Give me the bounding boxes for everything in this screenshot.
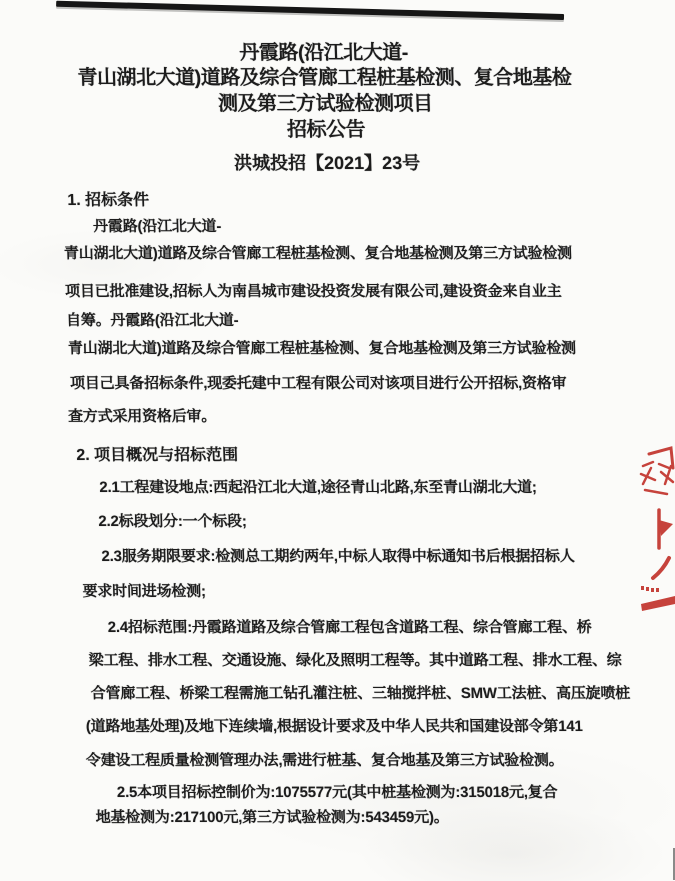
body-line: 2.5本项目招标控制价为:1075577元(其中桩基检测为:315018元,复合 <box>116 784 558 801</box>
body-line: 丹霞路(沿江北大道- <box>92 218 222 235</box>
document-number: 洪城投招【2021】23号 <box>233 153 421 173</box>
body-line: 合管廊工程、桥梁工程需施工钻孔灌注桩、三轴搅拌桩、SMW工法桩、高压旋喷桩 <box>90 685 631 702</box>
body-line: 自筹。丹霞路(沿江北大道- <box>65 312 239 329</box>
document-title-line-2: 青山湖北大道)道路及综合管廊工程桩基检测、复合地基检 <box>77 67 572 89</box>
section-2-heading: 2. 项目概况与招标范围 <box>76 447 239 464</box>
body-line: 青山湖北大道)道路及综合管廊工程桩基检测、复合地基检测及第三方试验检测 <box>67 340 577 357</box>
body-line: 项目己具备招标条件,现委托建中工程有限公司对该项目进行公开招标,资格审 <box>69 375 567 392</box>
section-1-heading: 1. 招标条件 <box>67 192 150 209</box>
body-line: (道路地基处理)及地下连续墙,根据设计要求及中华人民共和国建设部令第141 <box>85 718 583 735</box>
document-title-line-1: 丹霞路(沿江北大道- <box>239 42 409 64</box>
body-line: 令建设工程质量检测管理办法,需进行桩基、复合地基及第三方试验检测。 <box>85 752 564 769</box>
body-line: 项目已批准建设,招标人为南昌城市建设投资发展有限公司,建设资金来自业主 <box>64 283 562 300</box>
red-seal-stamp-icon <box>635 438 675 618</box>
body-line: 2.3服务期限要求:检测总工期约两年,中标人取得中标通知书后根据招标人 <box>101 548 575 565</box>
body-line: 梁工程、排水工程、交通设施、绿化及照明工程等。其中道路工程、排水工程、综 <box>88 652 622 669</box>
body-line: 2.4招标范围:丹霞路道路及综合管廊工程包含道路工程、综合管廊工程、桥 <box>107 619 592 636</box>
body-line: 查方式采用资格后审。 <box>67 408 217 425</box>
body-line: 地基检测为:217100元,第三方试验检测为:543459元)。 <box>95 809 449 826</box>
body-line: 青山湖北大道)道路及综合管廊工程桩基检测、复合地基检测及第三方试验检测 <box>63 245 573 262</box>
body-line: 2.1工程建设地点:西起沿江北大道,途径青山北路,东至青山湖北大道; <box>99 479 537 496</box>
body-line: 2.2标段划分:一个标段; <box>98 513 247 530</box>
document-title-line-4: 招标公告 <box>286 119 366 141</box>
document-title-line-3: 测及第三方试验检测项目 <box>217 93 433 115</box>
body-line: 要求时间进场检测; <box>82 583 207 600</box>
